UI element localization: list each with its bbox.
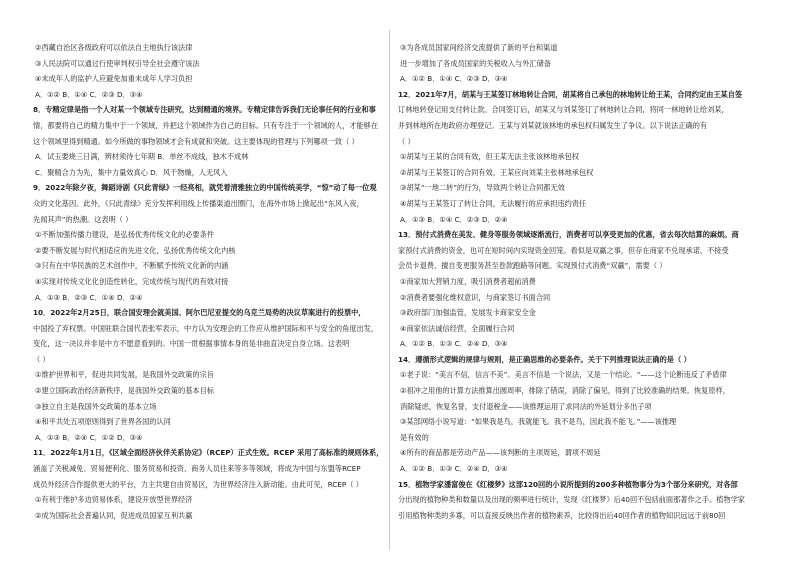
- option-line: ④胡某与王某签订了转让合同，无法履行的应承担违约责任: [400, 198, 587, 208]
- option-line: ③人民法院可以通过行使审判权引导全社会遵守该法: [35, 58, 200, 68]
- question-text: 订林地转登记用支付转让款。合同签订后，胡某又与刘某签订了林地转让合同，将同一林地转让给刘某，: [398, 105, 729, 115]
- option-line: ②西藏自治区各级政府可以依法自主地执行该法律: [35, 43, 193, 52]
- option-line: A．①③ B．①④ C．②③ D．②④: [400, 214, 508, 224]
- option-line: ①胡某与王某的合同有效，但王某无法主张该林地承包权: [400, 152, 579, 162]
- option-line: ②消费者要强化维权意识，与商家签订书面合同: [400, 292, 551, 302]
- column-divider: [389, 30, 390, 550]
- option-line: ①老子说：“美言不信，信言不美”。美言不信是一个说法，又是一个结论。“——这个论断违反了矛盾律: [400, 370, 727, 380]
- option-line: ①商家加大营销力度，吸引消费者超前消费: [400, 276, 536, 286]
- question-stem: 13．预付式消费在美发、健身等服务领域逐渐流行，消费者可以享受更加的优惠，省去每次结算的麻烦。商: [398, 230, 739, 240]
- question-text: 变化，这一决议并非是中方不愿意看到的。中国一贯根据事情本身的是非曲直决定自身立场。这表明: [33, 339, 350, 349]
- option-line: ②要不断发展与时代相适应的先进文化，弘扬优秀传统文化内核: [35, 245, 236, 255]
- question-text: 中国投了弃权票。中国驻联合国代表张军表示，中方认为安理会的工作应从维护国际和平与安全的角度出发，: [33, 323, 379, 333]
- question-stem: 14．遵循形式逻辑的规律与规则，是正确思维的必要条件。关于下列推理说法正确的是（ ）: [398, 354, 691, 364]
- question-text: 成员外经济合作提供更大的平台，力主共建自由贸易区，为世界经济注入新动能。由此可见，RCEP（ ）: [33, 479, 363, 489]
- option-line: 进一步增加了各成员国家的关税收入与外汇储备: [400, 58, 551, 68]
- option-line: 消除疑虑，恢复名誉，支付退税金——该推理运用了求同法的外延划分多出子项: [400, 401, 652, 411]
- question-stem: 10．2022年2月25日，联合国安理会就美国、阿尔巴尼亚提交的乌克兰局势的决议草案进行的投票中，: [33, 308, 366, 318]
- question-text: 分出现的植物种类和数量以及出现的频率进行统计，发现《红楼梦》后40回不包括前面那著作之手。植物学家: [398, 495, 745, 505]
- option-line: A．①③ B．②③ C．①④ D．②④: [35, 292, 143, 302]
- option-line: ④未成年人的监护人应避免加重未成年人学习负担: [35, 74, 193, 84]
- question-text: （ ）: [33, 354, 50, 364]
- question-stem: 15．植物学家潘富俊在《红楼梦》这部120回的小说所提到的200多种植物事分为3个部分来研究，对各部: [398, 479, 738, 489]
- question-text: 情，都要将自己的精力集中于一个领域，并把这个领域作为自己的目标。只有专注于一个领域的人，才能够在: [33, 120, 379, 130]
- option-line: ②建立国际政治经济新秩序，是我国外交政策的基本目标: [35, 386, 214, 396]
- question-text: 并到林地所在地政府办理登记。王某与刘某就该林地的承包权归属发生了争议。以下说法正确的有: [398, 120, 708, 130]
- question-text: 先闻其声”的热潮。这表明（ ）: [33, 214, 133, 224]
- option-line: ③独立自主是我国外交政策的基本立场: [35, 401, 157, 411]
- question-text: 众的文化基因。此外，《只此青绿》充分发挥利用线上传播渠道出圈门，在海外市场上掀起出“东风入夜，: [33, 198, 364, 208]
- option-line: ②祖冲之用他的计算方法推算出圆周率，排除了错误，消除了偏见，得到了比较准确的结果。恢复原样，: [400, 386, 730, 396]
- option-line: ④实现对传统文化化创造性转化，完成传统与现代的有效对接: [35, 276, 229, 286]
- option-line: A．①② B．①③ C．②④ D．③④: [400, 339, 508, 349]
- option-line: ①不断加强传播力建设，是弘扬优秀传统文化的必要条件: [35, 230, 214, 240]
- option-line: ③为各成员国家间经济交流提供了新的平台和渠道: [400, 43, 558, 52]
- option-line: C．聚精合力为先，集中力量效真心 D．风干物燥，人无风入: [35, 167, 228, 177]
- option-line: ③某部网络小说写道：“如果我是鸟，我就能飞。我不是鸟，因此我不能飞。”——该推理: [400, 417, 677, 427]
- option-line: A．①② B．①④ C．②③ D．③④: [35, 89, 143, 99]
- option-line: ③政府部门加强监管，发展发卡商家安全金: [400, 308, 536, 318]
- question-text: 这个领域里得到精通。如今所做的事物领域才会有成就和突破。这主要体现的哲理与下列哪项一致（ ）: [33, 136, 359, 146]
- option-line: A．①② B．①③ C．②④ D．③④: [400, 464, 508, 474]
- option-line: ③只有在中华民族的艺术创作中，不断赋予传统文化新的内涵: [35, 261, 229, 271]
- question-stem: 11．2022年1月1日，《区域全面经济伙伴关系协定》（RCEP）正式生效。RCEP 采用了高标准的规则体系，: [33, 448, 383, 458]
- option-line: ④所有的商品都是劳动产品——该判断的主项周延，谓项不周延: [400, 448, 601, 458]
- question-text: 涵盖了关税减免、贸易便利化、服务贸易和投资、商务人员往来等多等领域，将成为中国与东盟等RCEP: [33, 464, 361, 474]
- right-column: [398, 40, 762, 523]
- left-column: [33, 40, 383, 523]
- question-stem: 12．2021年7月，胡某与王某签订林地转让合同，胡某将自己承包的林地转让给王某，合同约定由王某自签: [398, 89, 743, 99]
- option-line: ③胡某“一地二转”的行为，导致两个转让合同都无效: [400, 183, 565, 193]
- question-stem: 8．专精定律是指一个人对某一个领域专注研究，达到精通的境界。专精定律告诉我们无论事任何的行业和事: [33, 105, 376, 115]
- option-line: ①有利于维护多边贸易体系，建设开放型世界经济: [35, 495, 193, 505]
- option-line: ②胡某与王某签订的合同有效，王某应向刘某主张林地承包权: [400, 167, 594, 177]
- option-line: ④和平共处五项原则得到了世界各国的认同: [35, 417, 171, 427]
- option-line: ①维护世界和平，促进共同发展，是我国外交政策的宗旨: [35, 370, 214, 380]
- option-line: A．①② B．①④ C．②③ D．③④: [400, 74, 508, 84]
- question-text: 会员卡退费、擅自变更服务甚至卷款跑路等问题。实现预付式消费“双赢”，需要（ ）: [398, 261, 667, 271]
- question-stem: 9．2022年除夕夜，舞蹈诗剧《只此青绿》一经亮相，就凭着清雅独立的中国传统美学，“惊”动了每一位观: [33, 183, 377, 193]
- question-text: （ ）: [398, 136, 415, 146]
- option-line: A．试玉要烧三日满，辨材须待七年期 B．单丝不成线，独木不成林: [35, 152, 249, 162]
- question-text: 引用植物种类的多寡，可以直接反映出作者的植物素养，比较得出后40回作者的植物知识远远于前80回: [398, 510, 726, 520]
- option-line: 是有效的: [400, 432, 429, 442]
- option-line: ②成为国际社会普遍认同，促进成员国家互利共赢: [35, 510, 193, 520]
- question-text: 家预付式消费的资金，也可在短时间内实现资金回笼。看似是双赢之事，但存在商家不兑现承诺、不接受: [398, 245, 729, 255]
- option-line: ④商家依法诚信经营，全面履行合同: [400, 323, 515, 333]
- option-line: A．①③ B．②④ C．①② D．③④: [35, 432, 143, 442]
